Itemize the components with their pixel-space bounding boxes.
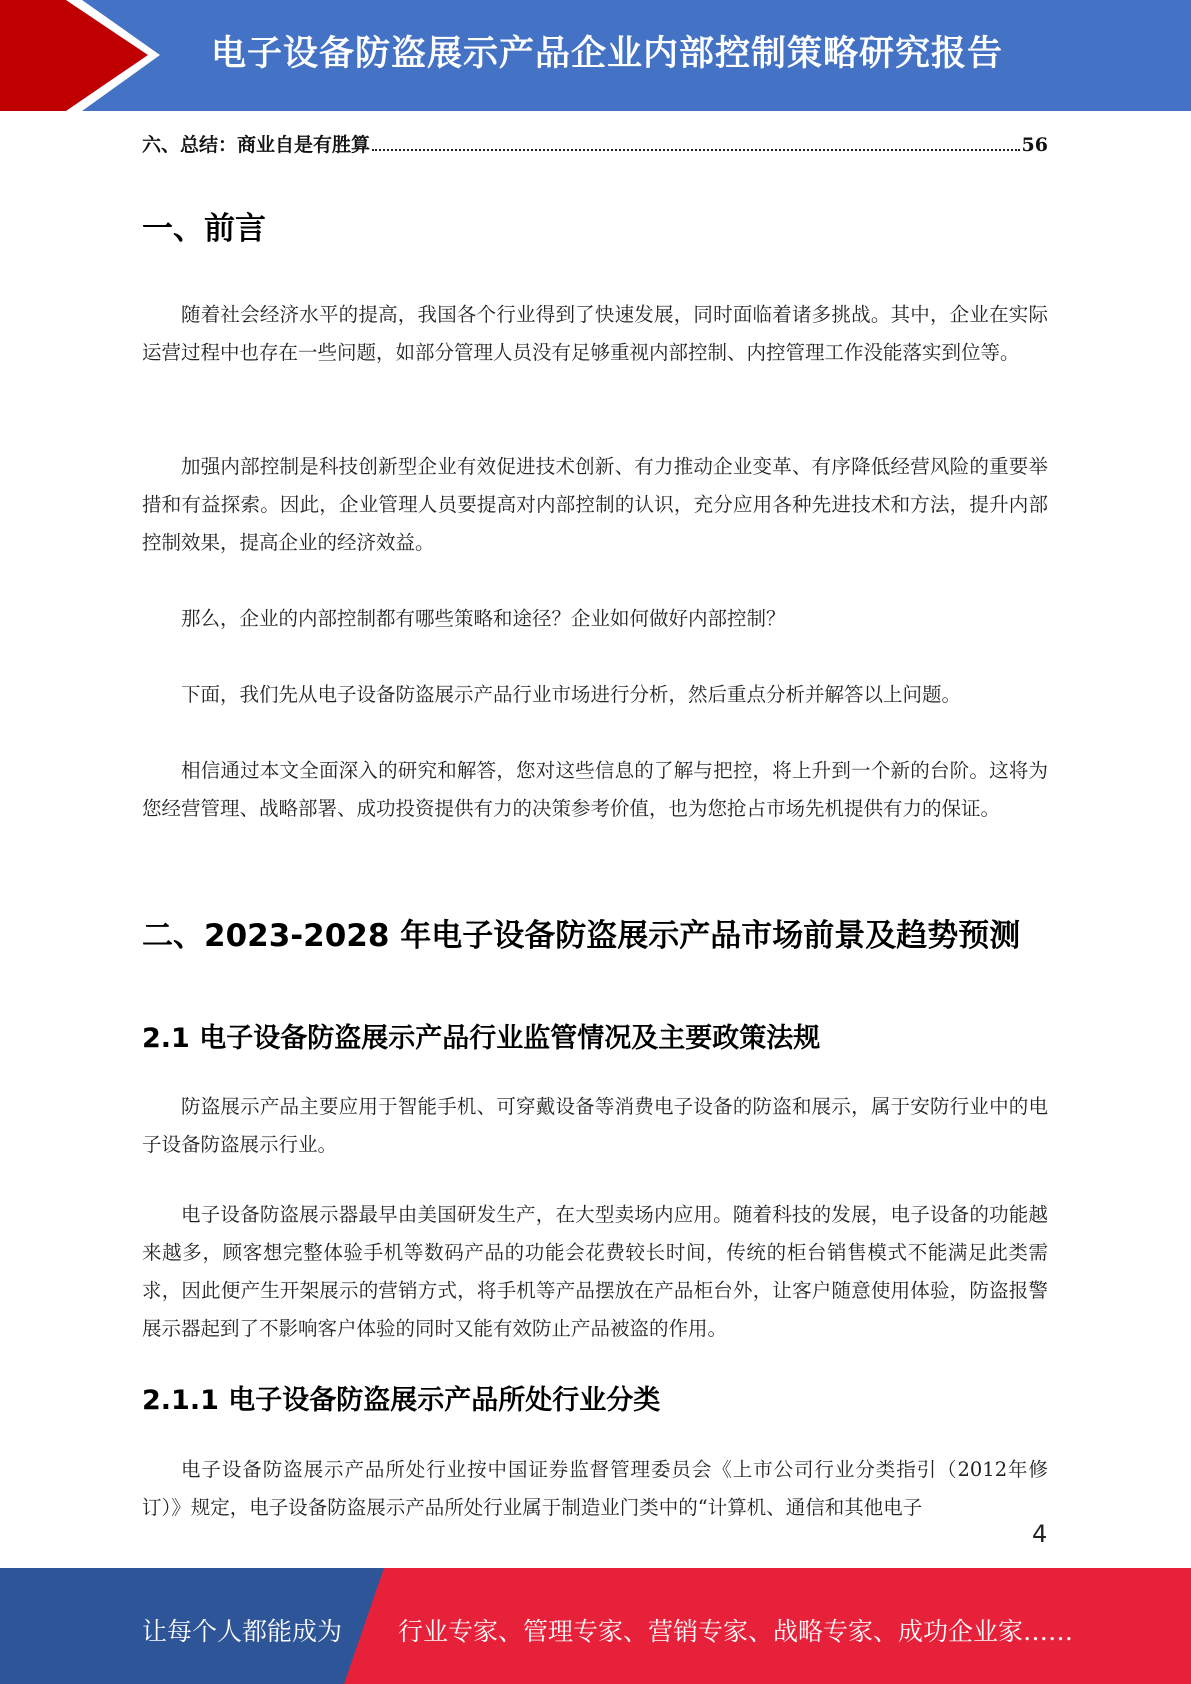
toc-entry-label: 六、总结：商业自是有胜算 [142, 134, 371, 156]
footer-slogan-right: 行业专家、管理专家、营销专家、战略专家、成功企业家…… [398, 1617, 1074, 1646]
page-number: 4 [1032, 1520, 1048, 1548]
paragraph: 防盗展示产品主要应用于智能手机、可穿戴设备等消费电子设备的防盗和展示，属于安防行业中的电子设备防盗展示行业。 [142, 1095, 1048, 1156]
section-heading-market-outlook: 二、2023-2028 年电子设备防盗展示产品市场前景及趋势预测 [142, 918, 1021, 954]
page-footer [0, 1568, 1191, 1684]
report-title: 电子设备防盗展示产品企业内部控制策略研究报告 [211, 34, 1004, 74]
subsection-heading-industry-classification: 2.1.1 电子设备防盗展示产品所处行业分类 [142, 1385, 661, 1416]
section-heading-preface: 一、前言 [142, 211, 266, 247]
paragraph: 电子设备防盗展示器最早由美国研发生产，在大型卖场内应用。随着科技的发展，电子设备的功能越来越多，顾客想完整体验手机等数码产品的功能会花费较长时间，传统的柜台销售模式不能满足此类需求，因此便产生开架展示的营销方式，将手机等产品摆放在产品柜台外，让客户随意使用体验，防盗报警展示器起到了不影响客户体验的同时又能有效防止产品被盗的作用。 [142, 1203, 1048, 1340]
paragraph: 那么，企业的内部控制都有哪些策略和途径？企业如何做好内部控制？ [181, 607, 786, 630]
toc-dot-leader [372, 148, 1020, 151]
paragraph: 相信通过本文全面深入的研究和解答，您对这些信息的了解与把控，将上升到一个新的台阶。这将为您经营管理、战略部署、成功投资提供有力的决策参考价值，也为您抢占市场先机提供有力的保证。 [142, 759, 1048, 820]
toc-entry-page: 56 [1021, 134, 1048, 156]
paragraph: 加强内部控制是科技创新型企业有效促进技术创新、有力推动企业变革、有序降低经营风险的重要举措和有益探索。因此，企业管理人员要提高对内部控制的认识，充分应用各种先进技术和方法，提升内部控制效果，提高企业的经济效益。 [142, 455, 1048, 554]
page-header [0, 0, 1191, 111]
paragraph: 随着社会经济水平的提高，我国各个行业得到了快速发展，同时面临着诸多挑战。其中，企业在实际运营过程中也存在一些问题，如部分管理人员没有足够重视内部控制、内控管理工作没能落实到位等。 [142, 303, 1048, 364]
footer-slogan-left: 让每个人都能成为 [142, 1617, 343, 1646]
paragraph: 下面，我们先从电子设备防盗展示产品行业市场进行分析，然后重点分析并解答以上问题。 [181, 683, 962, 706]
subsection-heading-regulation: 2.1 电子设备防盗展示产品行业监管情况及主要政策法规 [142, 1023, 821, 1054]
toc-entry[interactable] [142, 130, 1048, 157]
paragraph: 电子设备防盗展示产品所处行业按中国证券监督管理委员会《上市公司行业分类指引（2012年修订）》规定，电子设备防盗展示产品所处行业属于制造业门类中的“计算机、通信和其他电子 [142, 1458, 1048, 1519]
